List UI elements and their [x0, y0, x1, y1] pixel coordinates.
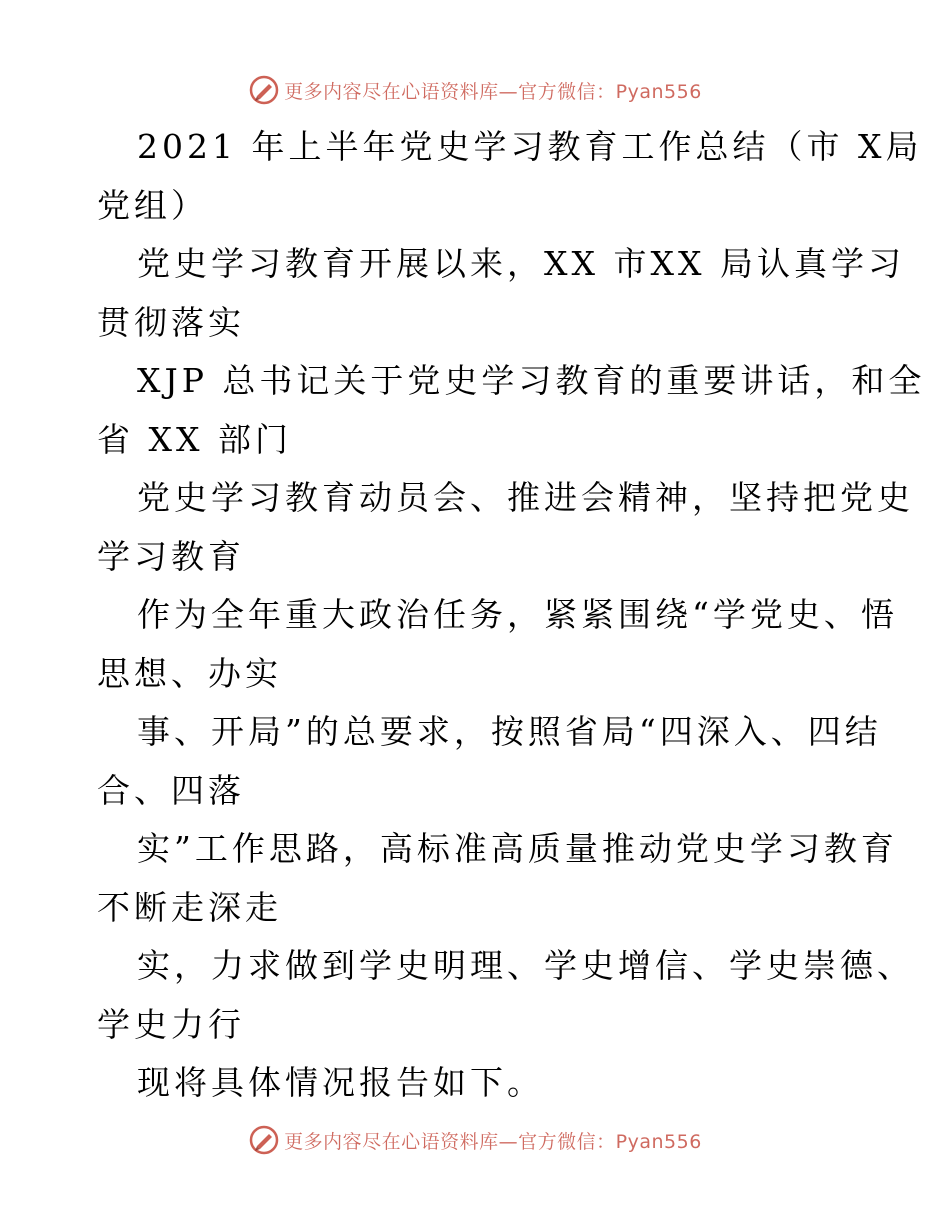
title-line-2: 党组）	[97, 185, 208, 225]
watermark-text: 更多内容尽在心语资料库—官方微信：Pyan556	[284, 80, 702, 103]
paragraph-line: 省 XX 部门	[97, 419, 292, 459]
paragraph-line: 不断走深走	[97, 887, 282, 927]
title-line-1: 2021 年上半年党史学习教育工作总结（市 X局	[137, 127, 923, 166]
paragraph-line: 实，力求做到学史明理、学史增信、学史崇德、	[137, 946, 914, 985]
paragraph-line: XJP 总书记关于党史学习教育的重要讲话，和全	[137, 361, 926, 400]
paragraph-line: 思想、办实	[97, 653, 282, 693]
paragraph-line: 合、四落	[97, 770, 245, 810]
watermark-header	[0, 70, 950, 110]
paragraph-line: 事、开局”的总要求，按照省局“四深入、四结	[137, 712, 882, 751]
paragraph-line: 实”工作思路，高标准高质量推动党史学习教育	[137, 829, 898, 868]
document-body	[97, 118, 926, 1113]
paragraph-line: 党史学习教育动员会、推进会精神，坚持把党史	[137, 478, 914, 517]
paragraph-line: 学史力行	[97, 1004, 245, 1044]
paragraph-line: 党史学习教育开展以来，XX 市XX 局认真学习	[137, 244, 905, 283]
paragraph-line: 贯彻落实	[97, 302, 245, 342]
watermark-text: 更多内容尽在心语资料库—官方微信：Pyan556	[284, 1130, 702, 1153]
paragraph-line: 现将具体情况报告如下。	[137, 1063, 544, 1102]
paragraph-line: 作为全年重大政治任务，紧紧围绕“学党史、悟	[137, 595, 898, 634]
pen-seal-icon	[248, 74, 280, 106]
paragraph-line: 学习教育	[97, 536, 245, 576]
pen-seal-icon	[248, 1124, 280, 1156]
watermark-footer	[0, 1120, 950, 1160]
